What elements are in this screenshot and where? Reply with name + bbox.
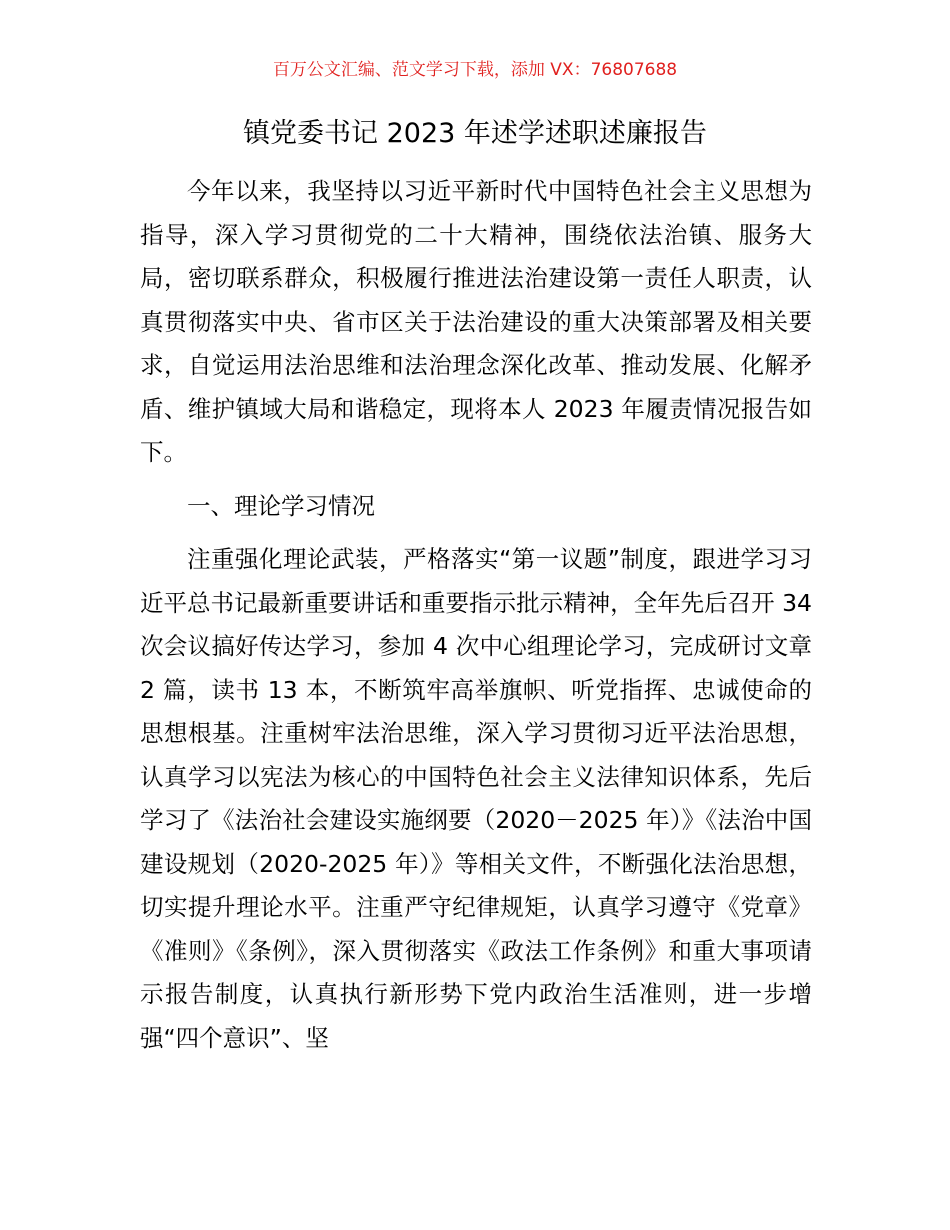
paragraph-theory-study: 注重强化理论武装，严格落实“第一议题”制度，跟进学习习近平总书记最新重要讲话和重要指示批示精神，全年先后召开 34 次会议搞好传达学习，参加 4 次中心组理论学习，完成研讨文章 2 篇，读书 13 本，不断筑牢高举旗帜、听党指挥、忠诚使命的思想根基。注重树牢法治思维，深入学习贯彻习近平法治思想，认真学习以宪法为核心的中国特色社会主义法律知识体系，先后学习了《法治社会建设实施纲要（2020－2025 年）》《法治中国建设规划（2020-2025 年）》等相关文件，不断强化法治思想，切实提升理论水平。注重严守纪律规矩，认真学习遵守《党章》《准则》《条例》，深入贯彻落实《政法工作条例》和重大事项请示报告制度，认真执行新形势下党内政治生活准则，进一步增强“四个意识”、坚 — [140, 545, 812, 1052]
document-body — [140, 170, 812, 1060]
section-heading-theory-study: 一、理论学习情况 — [187, 491, 375, 520]
document-title: 镇党委书记 2023 年述学述职述廉报告 — [243, 118, 707, 149]
paragraph-intro: 今年以来，我坚持以习近平新时代中国特色社会主义思想为指导，深入学习贯彻党的二十大精神，围绕依法治镇、服务大局，密切联系群众，积极履行推进法治建设第一责任人职责，认真贯彻落实中央、省市区关于法治建设的重大决策部署及相关要求，自觉运用法治思维和法治理念深化改革、推动发展、化解矛盾、维护镇域大局和谐稳定，现将本人 2023 年履责情况报告如下。 — [140, 177, 812, 466]
header-banner: 百万公文汇编、范文学习下载，添加 VX：76807688 — [272, 60, 678, 80]
